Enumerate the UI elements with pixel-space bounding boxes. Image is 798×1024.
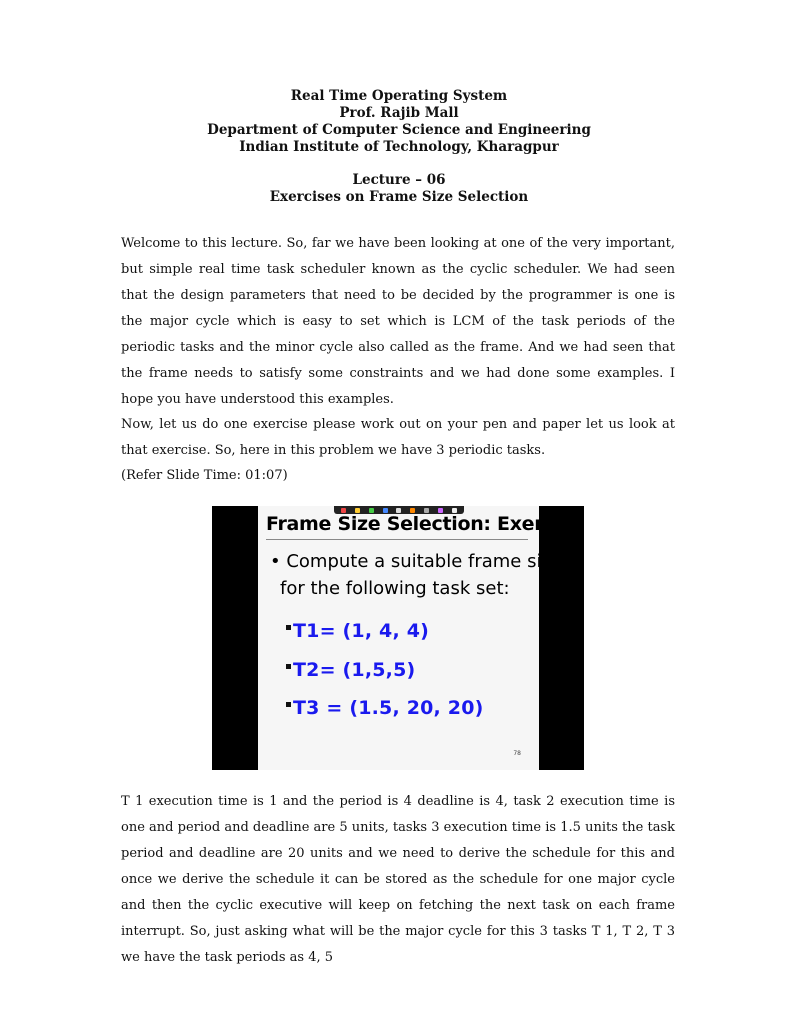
square-bullet-icon [286,664,291,669]
slide-bullet-text [270,548,562,602]
lecture-slide-image [212,506,584,770]
slide-title: Frame Size Selection: Exercise [266,513,585,535]
task-t3-text: T3 = (1.5, 20, 20) [293,697,484,719]
square-bullet-icon [286,625,291,630]
color-icon [438,508,443,513]
slide-time-reference: (Refer Slide Time: 01:07) [121,468,288,483]
task-t1-text: T1= (1, 4, 4) [293,620,430,642]
lecture-number: Lecture – 06 [352,172,446,188]
slide-bullet-line-1: • Compute a suitable frame size [270,551,562,572]
slide-number: 78 [513,750,521,757]
course-title: Real Time Operating System [290,88,508,104]
slide-title-underline [266,539,528,540]
highlighter-icon [355,508,360,513]
pointer-icon [424,508,429,513]
pen-blue-icon [383,508,388,513]
square-bullet-icon [286,702,291,707]
paragraph-intro: Welcome to this lecture. So, far we have been looking at one of the very important, but simple real time task scheduler known as the cyclic scheduler. We had seen that the design parameters that need to be decided by the programmer is one is the major cycle which is easy to set which is LCM of the task periods of the periodic tasks and the minor cycle also called as the frame. And we had seen that the frame needs to satisfy some constraints and we had done some examples. I hope you have understood this examples. [121,236,675,407]
slide-content [258,506,585,770]
document-header [0,88,798,206]
eraser-icon [396,508,401,513]
paragraph-task-description: T 1 execution time is 1 and the period is 4 deadline is 4, task 2 execution time is one and period and deadline are 5 units, tasks 3 execution time is 1.5 units the task period and deadline are 20 units and we need to derive the schedule for this and once we derive the schedule it can be stored as the schedule for one major cycle and then the cyclic executive will keep on fetching the next task on each frame interrupt. So, just asking what will be the major cycle for this 3 tasks T 1, T 2, T 3 we have the task periods as 4, 5 [121,794,675,965]
shape-icon [410,508,415,513]
pen-red-icon [341,508,346,513]
institute-name: Indian Institute of Technology, Kharagpur [239,139,559,155]
pen-green-icon [369,508,374,513]
department-name: Department of Computer Science and Engineering [207,122,591,138]
professor-name: Prof. Rajib Mall [339,105,459,121]
clear-icon [452,508,457,513]
header-spacer [0,156,798,172]
slide-task-t2 [286,659,415,681]
paragraph-exercise: Now, let us do one exercise please work out on your pen and paper let us look at that exercise. So, here in this problem we have 3 periodic tasks. [121,417,675,458]
slide-task-t1 [286,620,429,642]
slide-task-t3 [286,697,484,719]
task-t2-text: T2= (1,5,5) [293,659,416,681]
lecture-topic: Exercises on Frame Size Selection [269,189,529,205]
slide-bullet-line-2: for the following task set: [280,578,510,599]
